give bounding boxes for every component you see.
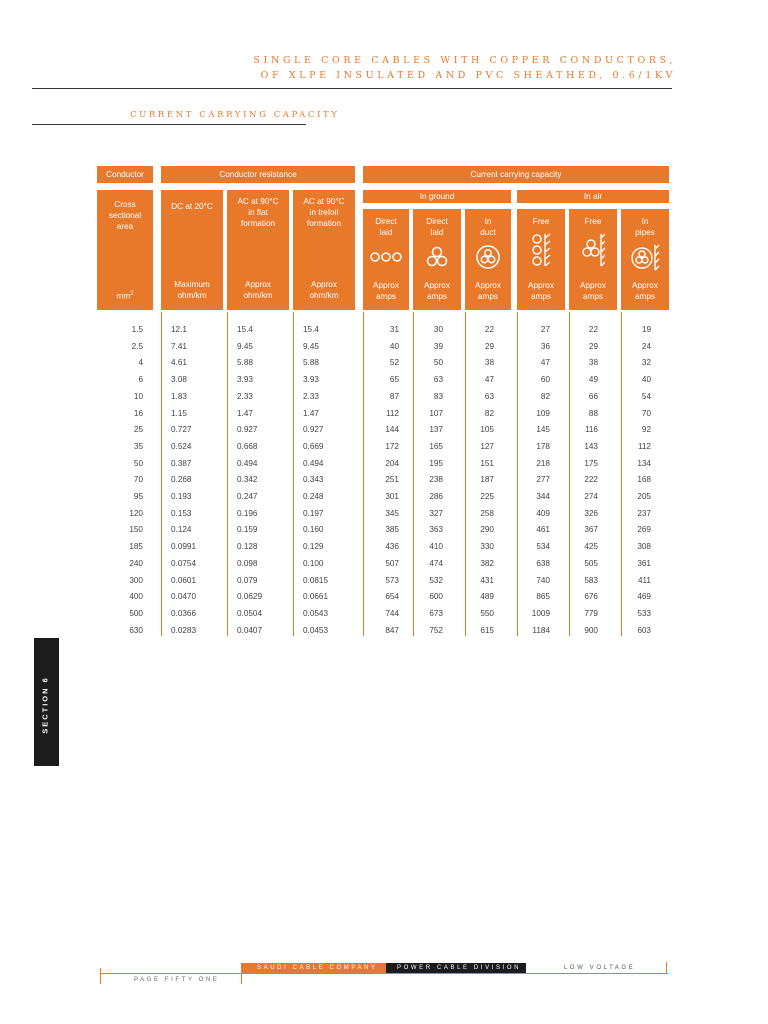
table-cell: 1.47	[237, 408, 253, 418]
table-cell: 603	[637, 625, 651, 635]
col-cross-sectional-area: Cross sectional area $mm^2$	[97, 190, 153, 310]
table-cell: 425	[584, 542, 598, 552]
subtitle-rule	[32, 124, 306, 125]
footer-page-mark	[241, 973, 242, 984]
footer-company: SAUDI CABLE COMPANY	[241, 963, 386, 973]
table-cell: 500	[129, 608, 143, 618]
trefoil-ground-icon	[413, 244, 461, 270]
table-cell: 779	[584, 608, 598, 618]
table-cell: 12.1	[171, 325, 187, 334]
table-cell: 0.524	[171, 441, 192, 451]
table-cell: 0.669	[303, 441, 324, 451]
table-cell: 0.0601	[171, 575, 197, 585]
table-cell: 0.927	[303, 425, 324, 435]
table-cell: 0.129	[303, 542, 324, 552]
table-cell: 533	[637, 608, 651, 618]
table-cell: 144	[385, 425, 399, 435]
table-cell: 137	[429, 425, 443, 435]
table-cell: 88	[588, 408, 598, 418]
table-cell: 0.100	[303, 558, 324, 568]
table-cell: 109	[536, 408, 550, 418]
table-cell: 127	[480, 441, 494, 451]
table-cell: 277	[536, 475, 550, 485]
table-cell: 0.128	[237, 542, 258, 552]
table-cell: 70	[133, 475, 143, 485]
table-cell: 10	[133, 391, 143, 401]
table-cell: 3.93	[237, 375, 253, 385]
table-cell: 0.0543	[303, 608, 329, 618]
table-cell: 0.247	[237, 492, 258, 501]
table-cell: 385	[385, 525, 399, 535]
col-direct-laid-flat: Direct laid Approx amps	[363, 209, 409, 310]
table-cell: 0.0661	[303, 592, 329, 602]
table-cell: 204	[385, 458, 399, 468]
table-cell: 40	[641, 375, 651, 385]
table-cell: 5.88	[237, 358, 253, 368]
table-cell: 0.196	[237, 508, 258, 518]
table-cell: 0.0504	[237, 608, 263, 618]
table-cell: 0.0366	[171, 608, 197, 618]
table-cell: 40	[389, 341, 399, 351]
table-cell: 52	[389, 358, 399, 368]
table-cell: 0.0754	[171, 558, 197, 568]
table-cell: 0.343	[303, 475, 324, 485]
unit-mm2: $mm^2$	[116, 291, 134, 301]
table-cell: 0.153	[171, 508, 192, 518]
page-number: PAGE FIFTY ONE	[134, 977, 220, 983]
table-cell: 105	[480, 425, 494, 435]
table-cell: 0.0629	[237, 592, 263, 602]
table-cell: 5.88	[303, 358, 319, 368]
table-cell: 654	[385, 592, 399, 602]
table-cell: 15.4	[237, 325, 253, 334]
table-cell: 0.159	[237, 525, 258, 535]
table-cell: 65	[389, 375, 399, 385]
free-air-trefoil-icon	[569, 231, 617, 269]
footer-rule	[100, 973, 668, 974]
table-cell: 382	[480, 558, 494, 568]
table-cell: 240	[129, 558, 143, 568]
table-cell: 151	[480, 458, 494, 468]
table-cell: 461	[536, 525, 550, 535]
column-divider	[293, 312, 294, 636]
table-cell: 205	[637, 492, 651, 501]
table-cell: 0.197	[303, 508, 324, 518]
table-cell: 29	[484, 341, 494, 351]
table-cell: 3.93	[303, 375, 319, 385]
table-cell: 744	[385, 608, 399, 618]
table-cell: 50	[433, 358, 443, 368]
col-free-air-flat: Free Approx amps	[517, 209, 565, 310]
table-cell: 573	[385, 575, 399, 585]
table-cell: 0.079	[237, 575, 258, 585]
table-cell: 22	[484, 325, 494, 334]
table-cell: 31	[389, 325, 399, 334]
table-cell: 54	[641, 391, 651, 401]
table-cell: 222	[584, 475, 598, 485]
table-cell: 2.5	[131, 341, 143, 351]
table-cell: 4	[138, 358, 143, 368]
table-cell: 0.727	[171, 425, 192, 435]
table-cell: 474	[429, 558, 443, 568]
table-cell: 301	[385, 492, 399, 501]
table-cell: 507	[385, 558, 399, 568]
table-cell: 431	[480, 575, 494, 585]
table-cell: 0.342	[237, 475, 258, 485]
table-cell: 225	[480, 492, 494, 501]
table-cell: 290	[480, 525, 494, 535]
table-cell: 583	[584, 575, 598, 585]
table-cell: 87	[389, 391, 399, 401]
table-cell: 1.5	[131, 325, 143, 334]
table-cell: 532	[429, 575, 443, 585]
table-cell: 505	[584, 558, 598, 568]
table-cell: 63	[433, 375, 443, 385]
column-divider	[161, 312, 162, 636]
table-cell: 30	[433, 325, 443, 334]
table-cell: 38	[588, 358, 598, 368]
table-cell: 865	[536, 592, 550, 602]
table-cell: 0.193	[171, 492, 192, 501]
table-cell: 168	[637, 475, 651, 485]
table-cell: 19	[641, 325, 651, 334]
table-cell: 2.33	[237, 391, 253, 401]
footer-start-mark	[100, 968, 101, 984]
table-cell: 345	[385, 508, 399, 518]
footer-division: POWER CABLE DIVISION	[386, 963, 526, 973]
column-divider	[227, 312, 228, 636]
table-cell: 0.0283	[171, 625, 197, 635]
table-cell: 0.098	[237, 558, 258, 568]
table-cell: 308	[637, 542, 651, 552]
table-cell: 82	[484, 408, 494, 418]
table-cell: 361	[637, 558, 651, 568]
footer-voltage: LOW VOLTAGE	[564, 965, 636, 971]
table-cell: 0.0815	[303, 575, 329, 585]
table-cell: 83	[433, 391, 443, 401]
duct-icon	[465, 244, 511, 270]
table-cell: 60	[540, 375, 550, 385]
table-cell: 489	[480, 592, 494, 602]
table-cell: 436	[385, 542, 399, 552]
table-cell: 38	[484, 358, 494, 368]
section-tab-label: SECTION 6	[40, 676, 50, 734]
footer-end-mark	[666, 962, 667, 973]
table-cell: 195	[429, 458, 443, 468]
table-cell: 238	[429, 475, 443, 485]
col-direct-laid-trefoil: Direct laid Approx amps	[413, 209, 461, 310]
table-cell: 0.387	[171, 458, 192, 468]
table-cell: 120	[129, 508, 143, 518]
table-cell: 0.0407	[237, 625, 263, 635]
table-cell: 95	[133, 492, 143, 501]
table-cell: 0.248	[303, 492, 324, 501]
table-cell: 66	[588, 391, 598, 401]
table-cell: 35	[133, 441, 143, 451]
col-in-pipes: In pipes Approx amps	[621, 209, 669, 310]
table-cell: 363	[429, 525, 443, 535]
table-cell: 150	[129, 525, 143, 535]
pipe-icon	[621, 244, 669, 270]
table-cell: 7.41	[171, 341, 187, 351]
table-cell: 2.33	[303, 391, 319, 401]
table-cell: 3.08	[171, 375, 187, 385]
table-cell: 258	[480, 508, 494, 518]
table-cell: 185	[129, 542, 143, 552]
table-cell: 134	[637, 458, 651, 468]
header-conductor-resistance: Conductor resistance	[161, 166, 355, 183]
table-cell: 16	[133, 408, 143, 418]
header-current-capacity: Current carrying capacity	[363, 166, 669, 183]
table-cell: 400	[129, 592, 143, 602]
table-cell: 25	[133, 425, 143, 435]
col-in-duct: In duct Approx amps	[465, 209, 511, 310]
table-cell: 630	[129, 625, 143, 635]
table-cell: 1.15	[171, 408, 187, 418]
table-cell: 0.0470	[171, 592, 197, 602]
table-cell: 0.160	[303, 525, 324, 535]
table-cell: 39	[433, 341, 443, 351]
table-cell: 1009	[531, 608, 550, 618]
table-cell: 29	[588, 341, 598, 351]
table-cell: 187	[480, 475, 494, 485]
table-cell: 673	[429, 608, 443, 618]
title-rule	[32, 88, 672, 89]
table-cell: 175	[584, 458, 598, 468]
table-cell: 82	[540, 391, 550, 401]
table-cell: 286	[429, 492, 443, 501]
table-cell: 145	[536, 425, 550, 435]
table-cell: 1.47	[303, 408, 319, 418]
header-in-air: In air	[517, 190, 669, 203]
table-cell: 0.124	[171, 525, 192, 535]
table-cell: 327	[429, 508, 443, 518]
table-cell: 900	[584, 625, 598, 635]
table-cell: 251	[385, 475, 399, 485]
table-cell: 847	[385, 625, 399, 635]
table-cell: 367	[584, 525, 598, 535]
table-cell: 0.0453	[303, 625, 329, 635]
table-cell: 411	[637, 575, 651, 585]
section-subtitle: CURRENT CARRYING CAPACITY	[130, 110, 340, 120]
table-cell: 47	[540, 358, 550, 368]
page-title-line1: SINGLE CORE CABLES WITH COPPER CONDUCTORS,	[253, 55, 676, 66]
table-cell: 49	[588, 375, 598, 385]
table-cell: 178	[536, 441, 550, 451]
table-cell: 0.927	[237, 425, 258, 435]
table-cell: 0.494	[237, 458, 258, 468]
table-cell: 410	[429, 542, 443, 552]
table-cell: 752	[429, 625, 443, 635]
table-cell: 330	[480, 542, 494, 552]
table-cell: 274	[584, 492, 598, 501]
table-cell: 70	[641, 408, 651, 418]
table-cell: 143	[584, 441, 598, 451]
free-air-flat-icon	[517, 231, 565, 269]
table-cell: 4.61	[171, 358, 187, 368]
table-cell: 0.268	[171, 475, 192, 485]
table-cell: 300	[129, 575, 143, 585]
table-cell: 165	[429, 441, 443, 451]
col-dc-resistance: DC at 20°C Maximum ohm/km	[161, 190, 223, 310]
page-title-line2: OF XLPE INSULATED AND PVC SHEATHED, 0.6/1KV	[260, 70, 676, 81]
table-cell: 638	[536, 558, 550, 568]
table-cell: 47	[484, 375, 494, 385]
table-cell: 409	[536, 508, 550, 518]
header-in-ground: In ground	[363, 190, 511, 203]
table-cell: 63	[484, 391, 494, 401]
table-cell: 36	[540, 341, 550, 351]
table-cell: 50	[133, 458, 143, 468]
table-cell: 0.494	[303, 458, 324, 468]
table-cell: 237	[637, 508, 651, 518]
table-cell: 600	[429, 592, 443, 602]
table-cell: 32	[641, 358, 651, 368]
table-cell: 218	[536, 458, 550, 468]
table-cell: 22	[588, 325, 598, 334]
table-cell: 344	[536, 492, 550, 501]
table-cell: 116	[584, 425, 598, 435]
col-ac-flat: AC at 90°C in flat formation Approx ohm/km	[227, 190, 289, 310]
table-cell: 1.83	[171, 391, 187, 401]
table-cell: 15.4	[303, 325, 319, 334]
table-cell: 172	[385, 441, 399, 451]
table-cell: 9.45	[237, 341, 253, 351]
table-cell: 6	[138, 375, 143, 385]
table-cell: 0.668	[237, 441, 258, 451]
table-cell: 269	[637, 525, 651, 535]
table-cell: 534	[536, 542, 550, 552]
col-ac-trefoil: AC at 90°C in trefoil formation Approx ohm/km	[293, 190, 355, 310]
table-cell: 107	[429, 408, 443, 418]
table-cell: 0.0991	[171, 542, 197, 552]
table-cell: 92	[641, 425, 651, 435]
table-cell: 469	[637, 592, 651, 602]
table-cell: 24	[641, 341, 651, 351]
table-cell: 326	[584, 508, 598, 518]
table-cell: 676	[584, 592, 598, 602]
col-free-air-trefoil: Free Approx amps	[569, 209, 617, 310]
table-cell: 740	[536, 575, 550, 585]
table-cell: 615	[480, 625, 494, 635]
table-cell: 112	[637, 441, 651, 451]
table-cell: 112	[385, 408, 399, 418]
trefoil-flat-icon	[363, 244, 409, 270]
header-conductor: Conductor	[97, 166, 153, 183]
table-cell: 550	[480, 608, 494, 618]
table-cell: 9.45	[303, 341, 319, 351]
table-cell: 27	[540, 325, 550, 334]
table-cell: 1184	[532, 625, 550, 635]
